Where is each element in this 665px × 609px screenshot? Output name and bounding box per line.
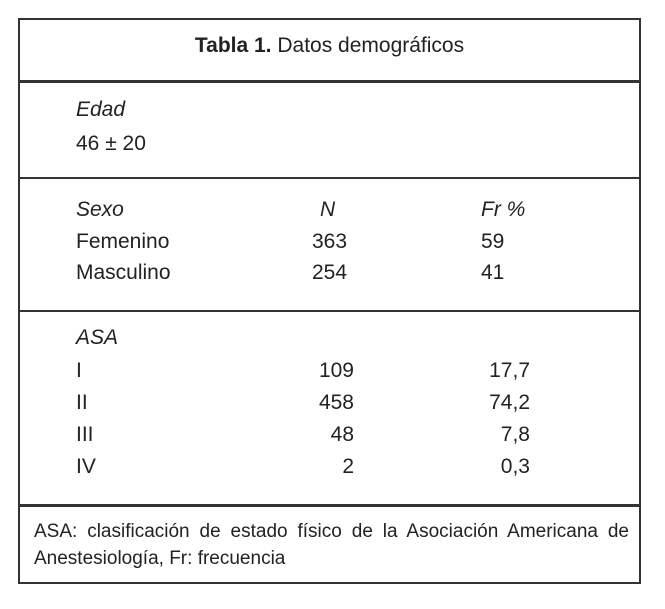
title-divider: [20, 80, 639, 83]
sexo-row-fr: 59: [481, 230, 505, 253]
section-divider-edad: [20, 177, 639, 179]
sexo-row-n: 363: [312, 230, 348, 253]
sexo-row-label: Femenino: [76, 230, 170, 253]
asa-row-n: 458: [318, 391, 354, 414]
demographics-table: [18, 18, 641, 584]
section-divider-sexo: [20, 310, 639, 312]
column-header-fr: Fr %: [481, 198, 526, 221]
asa-row-fr: 17,7: [489, 359, 530, 382]
sexo-label: Sexo: [76, 198, 124, 221]
sexo-row-fr: 41: [481, 261, 505, 284]
asa-row-label: I: [76, 359, 82, 382]
asa-label: ASA: [76, 326, 119, 349]
table-title: [20, 34, 639, 58]
edad-label: Edad: [76, 98, 126, 121]
asa-row-label: III: [76, 423, 94, 446]
edad-value: 46 ± 20: [76, 132, 146, 155]
table-footnote: ASA: clasificación de estado físico de la Asociación Americana de Anestesiología, Fr: frecuencia: [34, 521, 629, 569]
footnote-divider: [20, 504, 639, 507]
asa-row-n: 109: [318, 359, 354, 382]
asa-row-fr: 7,8: [500, 423, 530, 446]
asa-row-fr: 0,3: [500, 455, 530, 478]
table-number: Tabla 1.: [194, 34, 272, 57]
asa-row-label: II: [76, 391, 88, 414]
table-title-text: Datos demográficos: [271, 34, 465, 57]
asa-row-n: 2: [342, 455, 354, 478]
sexo-row-label: Masculino: [76, 261, 171, 284]
asa-row-n: 48: [330, 423, 354, 446]
column-header-n: N: [320, 198, 336, 221]
asa-row-label: IV: [76, 455, 96, 478]
sexo-row-n: 254: [312, 261, 348, 284]
asa-row-fr: 74,2: [489, 391, 530, 414]
